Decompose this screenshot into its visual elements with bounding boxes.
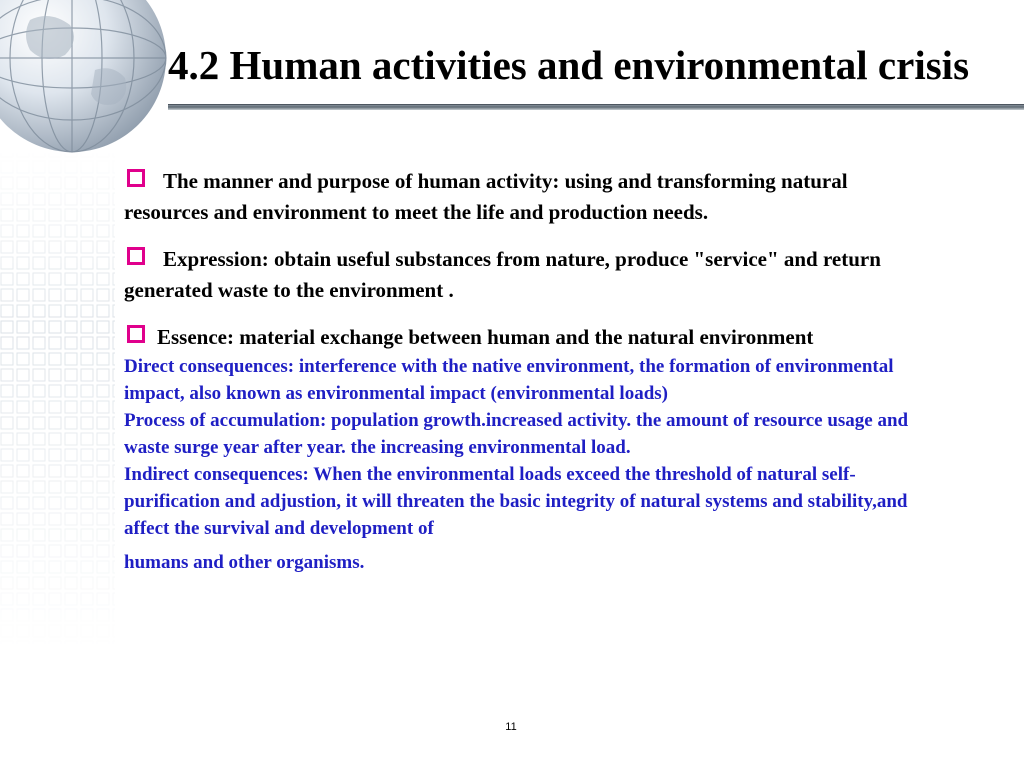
bullet-text: The manner and purpose of human activity: using and transforming natural resources and environment to meet the life and production needs.: [124, 169, 848, 224]
bullet-item-manner: [124, 166, 924, 228]
hollow-square-bullet-icon: [127, 247, 145, 265]
bullet-item-essence: [124, 322, 924, 353]
bullet-text: Expression: obtain useful substances from nature, produce "service" and return generated waste to the environment .: [124, 247, 881, 302]
consequences-block: [124, 353, 924, 576]
title-underline: [168, 104, 1024, 110]
slide-content: [124, 166, 924, 576]
grid-pattern: [0, 150, 115, 650]
hollow-square-bullet-icon: [127, 325, 145, 343]
detail-direct-consequences: Direct consequences: interference with the native environment, the formation of environmental impact, also known as environmental impact (environmental loads): [124, 356, 894, 404]
slide-title: 4.2 Human activities and environmental crisis: [168, 42, 970, 88]
detail-text: Indirect consequences: When the environmental loads exceed the threshold of natural self-purification and adjustion, it will threaten the basic integrity of natural systems and stability,and affect the survival and development of: [124, 464, 908, 539]
globe-icon: [0, 0, 166, 152]
detail-accumulation: Process of accumulation: population growth.increased activity. the amount of resource usage and waste surge year after year. the increasing environmental load.: [124, 410, 909, 458]
detail-indirect-consequences: [124, 461, 924, 576]
hollow-square-bullet-icon: [127, 169, 145, 187]
detail-text-tail: humans and other organisms.: [124, 552, 365, 573]
bullet-text: Essence: material exchange between human and the natural environment: [157, 325, 814, 349]
page-number: 11: [505, 721, 517, 733]
bullet-item-expression: [124, 244, 924, 306]
